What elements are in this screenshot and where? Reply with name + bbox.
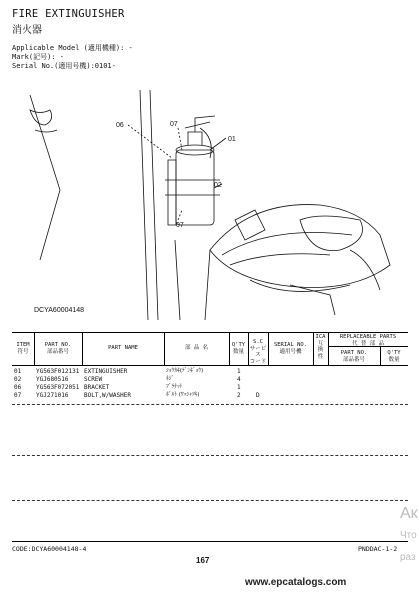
footer-ref: PNDDAC-1-2 (358, 545, 398, 553)
table-bottom-border (12, 541, 408, 542)
applicable-model: Applicable Model (適用機種): - (12, 44, 133, 52)
th-ica: ICA 互 換 性 (315, 334, 326, 360)
footer-code: CODE:DCYA60004148-4 (12, 545, 87, 553)
table-header-bottom (12, 365, 408, 366)
row-separator (12, 500, 408, 501)
callout-01: 01 (228, 136, 236, 143)
document-title: FIRE EXTINGUISHER (12, 8, 125, 20)
serial-field: Serial No.(適用号機):0101- (12, 62, 116, 70)
th-part-name: PART NAME (108, 345, 138, 351)
th-replaceable: REPLACEABLE PARTS 代 替 部 品 (339, 334, 397, 347)
th-rep-part-no: PART NO. 部品番号 (340, 350, 368, 363)
th-part-no: PART NO. 部品番号 (44, 342, 72, 355)
diagram-code: DCYA60004148 (34, 307, 85, 314)
th-qty: Q'TY 数量 (231, 342, 246, 355)
exploded-diagram (0, 72, 419, 327)
callout-07-bottom: 07 (176, 222, 184, 229)
th-name-jp: 部 品 名 (184, 345, 209, 351)
document-title-jp: 消火器 (12, 25, 42, 36)
row-separator (12, 455, 408, 456)
watermark-text: Что (400, 530, 417, 541)
cab-pillar-left-inner (150, 90, 158, 320)
callout-06: 06 (116, 122, 124, 129)
watermark-text: Ак (400, 505, 418, 522)
th-serial: SERIAL NO. 適用号機 (273, 342, 308, 355)
site-url[interactable]: www.epcatalogs.com (245, 577, 347, 588)
cab-pillar-left (140, 90, 148, 320)
watermark-text: раз (400, 552, 416, 563)
callout-07-top: 07 (170, 121, 178, 128)
table-top-border (12, 332, 408, 333)
th-item: ITEM 符号 (16, 342, 30, 355)
callout-02: 02 (214, 182, 222, 189)
th-sc: S.C サービス コード (249, 339, 267, 365)
th-rep-qty: Q'TY 数量 (387, 350, 401, 363)
mark-field: Mark(記号): - (12, 53, 64, 61)
row-separator (12, 404, 408, 405)
page-number: 167 (196, 556, 210, 565)
